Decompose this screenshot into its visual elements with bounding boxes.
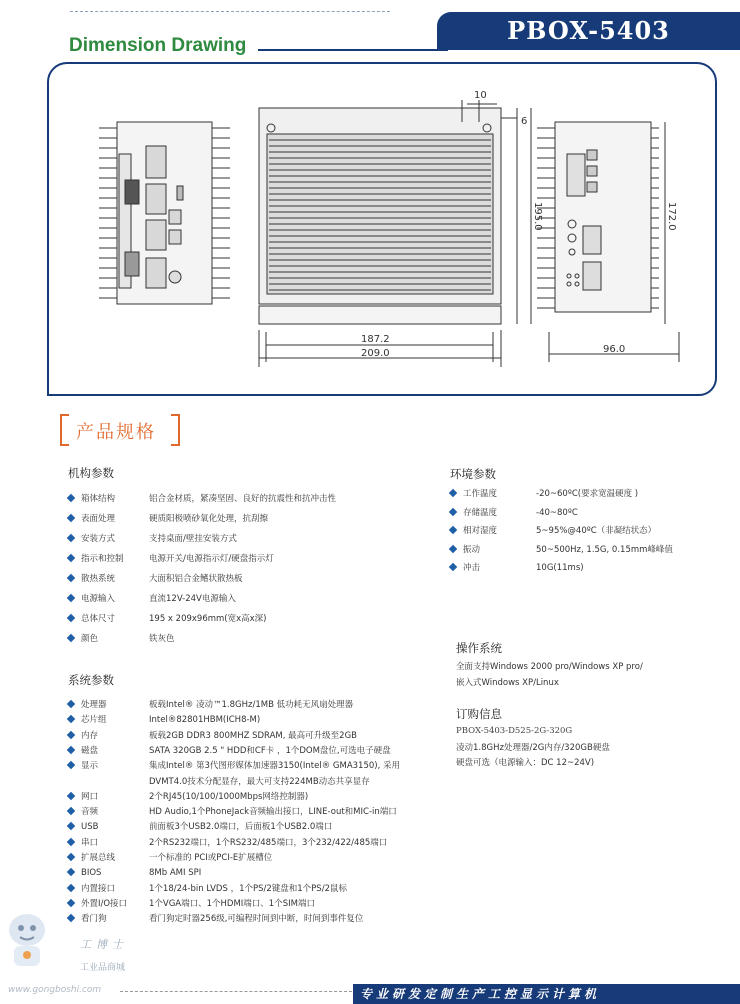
dim-label-187: 187.2	[361, 334, 390, 345]
spec-value: 集成Intel® 第3代图形媒体加速器3150(Intel® GMA3150), 采用	[149, 761, 400, 772]
bullet-icon	[67, 494, 75, 502]
dimension-drawing	[47, 62, 717, 396]
bullet-icon	[67, 534, 75, 542]
spec-key: 工作温度	[463, 489, 498, 499]
spec-key: 箱体结构	[81, 494, 116, 504]
dim-label-6: 6	[521, 116, 528, 127]
os-title: 操作系统	[456, 641, 502, 655]
spec-value: 电源开关/电源指示灯/硬盘指示灯	[149, 554, 274, 564]
spec-key: BIOS	[81, 868, 102, 879]
bullet-icon	[449, 544, 457, 552]
spec-value: 看门狗定时器256级,可编程时间到中断，时间到事件复位	[149, 914, 364, 925]
bullet-icon	[67, 883, 75, 891]
model-banner	[437, 12, 740, 50]
spec-title: 产品规格	[76, 422, 156, 443]
spec-key: 扩展总线	[81, 853, 116, 863]
spec-value: 铁灰色	[149, 634, 175, 644]
bullet-icon	[67, 594, 75, 602]
spec-value: SATA 320GB 2.5 " HDD和CF卡 ，1个DOM盘位,可选电子硬盘	[149, 745, 391, 756]
dim-label-96: 96.0	[603, 344, 626, 355]
spec-row	[68, 914, 428, 926]
spec-key: 颜色	[81, 634, 99, 644]
spec-key: 磁盘	[81, 745, 99, 756]
spec-row	[68, 731, 428, 743]
bullet-icon	[67, 822, 75, 830]
model-title: PBOX-5403	[507, 16, 670, 45]
spec-value: 硬质阳极喷砂氧化处理，抗刮擦	[149, 514, 269, 524]
spec-row	[68, 761, 428, 773]
spec-row	[68, 614, 428, 626]
spec-value: 2个RS232端口，1个RS232/485端口，3个232/422/485端口	[149, 837, 388, 848]
os-line-1: 全面支持Windows 2000 pro/Windows XP pro/	[456, 662, 643, 672]
left-bracket	[60, 414, 69, 446]
spec-key: 振动	[463, 544, 481, 555]
spec-value: 1个18/24-bin LVDS ，1个PS/2键盘和1个PS/2鼠标	[149, 883, 347, 894]
watermark-url: www.gongboshi.com	[8, 985, 102, 995]
bullet-icon	[449, 489, 457, 497]
bullet-icon	[67, 554, 75, 562]
spec-value: 8Mb AMI SPI	[149, 868, 202, 879]
spec-value: 支持桌面/壁挂安装方式	[149, 534, 237, 544]
spec-row	[68, 494, 428, 506]
bullet-icon	[67, 715, 75, 723]
spec-row	[68, 899, 428, 911]
spec-key: 冲击	[463, 563, 481, 573]
top-view	[259, 100, 531, 367]
spec-key: 音频	[81, 807, 99, 818]
bullet-icon	[67, 700, 75, 708]
spec-key: USB	[81, 822, 99, 833]
spec-value: -40~80ºC	[536, 507, 578, 518]
spec-row	[68, 884, 428, 896]
bullet-icon	[449, 563, 457, 571]
bullet-icon	[67, 868, 75, 876]
system-title: 系统参数	[68, 673, 114, 687]
order-line-2: 硬盘可选（电源输入：DC 12~24V)	[456, 758, 595, 768]
spec-value: 一个标准的 PCI或PCI-E扩展槽位	[149, 853, 273, 863]
spec-row	[68, 777, 428, 789]
spec-row	[68, 534, 428, 546]
spec-key: 看门狗	[81, 914, 107, 925]
order-line-1: 凌动1.8GHz处理器/2G内存/320GB硬盘	[456, 743, 610, 753]
dim-label-10: 10	[474, 90, 487, 101]
watermark-subtitle: 工业品商城	[80, 963, 126, 973]
spec-key: 内置接口	[81, 883, 116, 894]
spec-key: 相对湿度	[463, 526, 498, 536]
right-bracket	[171, 414, 180, 446]
front-panel-view	[537, 122, 679, 362]
spec-value: 2个RJ45(10/100/1000Mbps网络控制器)	[149, 791, 309, 802]
spec-key: 散热系统	[81, 574, 116, 584]
os-line-2: 嵌入式Windows XP/Linux	[456, 678, 559, 688]
spec-value: 铝合金材质，紧凑坚固、良好的抗震性和抗冲击性	[149, 494, 337, 504]
bullet-icon	[67, 761, 75, 769]
footer-slogan: 专业研发定制生产工控显示计算机	[360, 987, 601, 1001]
header-rule	[258, 49, 448, 51]
spec-value: 5~95%@40ºC（非凝结状态）	[536, 526, 657, 536]
dim-label-195: 195.0	[532, 202, 543, 231]
spec-row	[68, 594, 428, 606]
spec-row	[68, 822, 428, 834]
spec-row	[68, 514, 428, 526]
bullet-icon	[67, 853, 75, 861]
spec-heading	[60, 414, 180, 446]
footer-dashed-rule	[120, 991, 352, 992]
mechanical-title: 机构参数	[68, 466, 114, 480]
spec-value: 195 x 209x96mm(宽x高x深)	[149, 614, 267, 624]
spec-value: Intel®82801HBM(ICH8-M)	[149, 715, 261, 726]
spec-value: 板载2GB DDR3 800MHZ SDRAM, 最高可升级至2GB	[149, 730, 357, 741]
spec-row	[68, 700, 428, 712]
top-dashed-rule	[70, 11, 390, 12]
spec-row	[450, 508, 740, 520]
bullet-icon	[67, 634, 75, 642]
spec-row	[68, 792, 428, 804]
dimension-drawing-title: Dimension Drawing	[69, 35, 247, 56]
spec-value: 大面积铝合金鳍状散热板	[149, 574, 243, 584]
spec-value: DVMT4.0技术分配显存，最大可支持224MB动态共享显存	[149, 776, 370, 787]
spec-key: 表面处理	[81, 514, 116, 524]
spec-row	[68, 574, 428, 586]
spec-row	[68, 715, 428, 727]
watermark-brand: 工博士	[80, 938, 128, 951]
spec-key: 安装方式	[81, 534, 116, 544]
bullet-icon	[67, 914, 75, 922]
spec-key: 外置I/O接口	[81, 898, 128, 909]
spec-row	[450, 545, 740, 557]
spec-value: 10G(11ms)	[536, 563, 584, 573]
order-code: PBOX-5403-D525-2G-320G	[456, 726, 573, 736]
spec-key: 总体尺寸	[81, 614, 116, 624]
spec-key: 显示	[81, 761, 99, 772]
spec-row	[68, 853, 428, 865]
spec-value: HD Audio,1个PhoneJack音频输出接口，LINE-out和MIC-in端口	[149, 807, 397, 818]
spec-row	[68, 746, 428, 758]
bullet-icon	[67, 807, 75, 815]
spec-row	[450, 526, 740, 538]
dim-label-172: 172.0	[666, 202, 677, 231]
bullet-icon	[449, 507, 457, 515]
bullet-icon	[67, 514, 75, 522]
bullet-icon	[67, 614, 75, 622]
spec-value: 板载Intel® 凌动™1.8GHz/1MB 低功耗无风扇处理器	[149, 700, 354, 710]
spec-row	[68, 554, 428, 566]
spec-value: 前面板3个USB2.0端口，后面板1个USB2.0端口	[149, 822, 333, 833]
spec-row	[450, 489, 740, 501]
spec-key: 内存	[81, 730, 99, 741]
spec-key: 处理器	[81, 700, 107, 710]
spec-key: 网口	[81, 791, 99, 802]
spec-row	[450, 563, 740, 575]
bullet-icon	[67, 574, 75, 582]
order-title: 订购信息	[456, 707, 502, 721]
watermark-mascot-logo	[2, 908, 52, 972]
spec-key: 电源输入	[81, 594, 116, 604]
bullet-icon	[449, 526, 457, 534]
spec-row	[68, 634, 428, 646]
spec-row	[68, 807, 428, 819]
spec-row	[68, 838, 428, 850]
spec-key: 存储温度	[463, 507, 498, 518]
bullet-icon	[67, 746, 75, 754]
spec-value: 1个VGA端口、1个HDMI端口、1个SIM端口	[149, 898, 315, 909]
bullet-icon	[67, 730, 75, 738]
spec-key: 指示和控制	[81, 554, 124, 564]
rear-panel-view	[99, 122, 230, 304]
bullet-icon	[67, 792, 75, 800]
dim-label-209: 209.0	[361, 348, 390, 359]
spec-value: -20~60ºC(要求宽温硬度 )	[536, 489, 639, 499]
spec-value: 直流12V-24V电源输入	[149, 594, 236, 604]
bullet-icon	[67, 899, 75, 907]
spec-row	[68, 868, 428, 880]
bullet-icon	[67, 837, 75, 845]
spec-key: 串口	[81, 837, 99, 848]
spec-key: 芯片组	[81, 715, 107, 726]
environment-title: 环境参数	[450, 467, 496, 481]
spec-value: 50~500Hz, 1.5G, 0.15mm峰峰值	[536, 544, 673, 555]
